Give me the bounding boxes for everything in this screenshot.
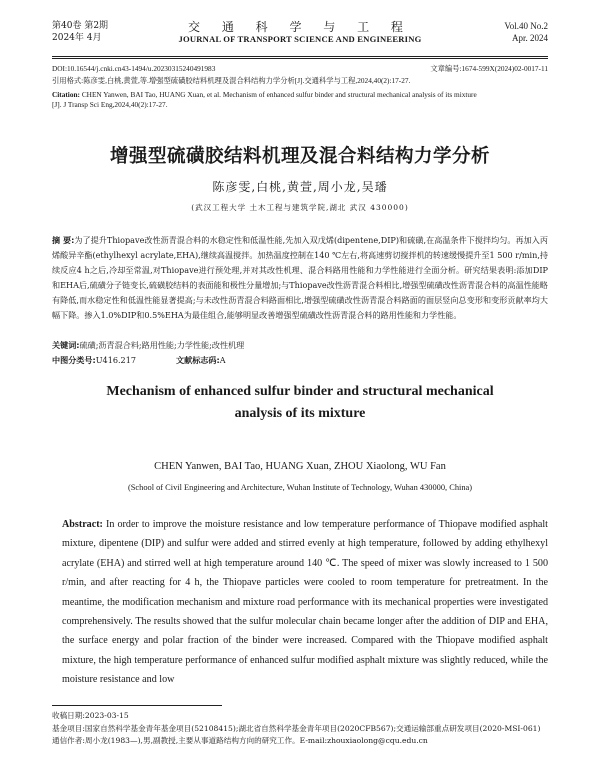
doi-line bbox=[52, 64, 548, 75]
title-en bbox=[0, 381, 600, 425]
date-en: Apr. 2024 bbox=[512, 33, 548, 43]
footnote bbox=[52, 710, 548, 748]
doc-code-label: 文献标志码: bbox=[176, 355, 220, 365]
abstract-cn-text: 为了提升Thiopave改性沥青混合料的水稳定性和低温性能,先加入双戊烯(dipentene,DIP)和硫磺,在高温条件下搅拌均匀。再加入丙烯酸异辛酯(ethylhexyl acrylate,EHA),继续高温搅拌。加热温度控制在140 ℃左右,将高速剪切搅拌机的转速缓慢提升至1 500 r/min,持续反应4 h之后,冷却至常温,对Thiopave进行预处理,并对其改性机理、混合料路用性能和力学性能进行全面分析。研究结果表明:添加DIP和EHA后,硫磺分子链变长,硫磺胶结料的表面能和极性分量增加;与Thiopave改性沥青混合料相比,增强型硫磺改性沥青混合料的高温性能略有降低,而水稳定性和低温性能显著提高;与未改性沥青混合料路面相比,增强型硫磺改性沥青混合料路面的面层竖向总变形和变形贡献率均大幅下降。掺入1.0%DIP和0.5%EHA为最佳组合,能够明显改善增强型硫磺改性沥青混合料的路用性能和力学性能。 bbox=[52, 235, 548, 320]
clc-label: 中图分类号: bbox=[52, 355, 96, 365]
abstract-cn-label: 摘 要: bbox=[52, 235, 75, 245]
keywords-text: 硫磺;沥青混合料;路用性能;力学性能;改性机理 bbox=[79, 340, 245, 350]
keywords-label: 关键词: bbox=[52, 340, 80, 350]
clc-code: U416.217 bbox=[95, 355, 137, 365]
title-en-line1: Mechanism of enhanced sulfur binder and structural mechanical bbox=[106, 384, 494, 399]
header-center bbox=[52, 20, 548, 45]
volume-cn: 第40卷 第2期 bbox=[52, 21, 109, 31]
abstract-en-text: In order to improve the moisture resistance and low temperature performance of Thiopave modified asphalt mixture, dipentene (DIP) and sulfur were added and stirred evenly at high temperature, followed by adding ethylhexyl acrylate (EHA) and stirred well at high temperature around 140 ℃. The speed of mixer was slowly increased to 1 500 r/min, and after reacting for 4 h, the Thiopave particles were cooled to room temperature for pretreatment. In the meantime, the modification mechanism and mixture road performance with its mechanical properties were investigated comprehensively. The results showed that the sulfur molecular chain became longer after the addition of DIP and EHA, the surface energy and polar fraction of the binder were increased. Compared with the Thiopave modified asphalt mixture, the high temperature performance of enhanced sulfur modified asphalt mixture was slightly reduced, while the moisture resistance and low bbox=[62, 519, 548, 686]
affiliation-cn: (武汉工程大学 土木工程与建筑学院,湖北 武汉 430000) bbox=[191, 203, 409, 212]
journal-name-en: JOURNAL OF TRANSPORT SCIENCE AND ENGINEERING bbox=[178, 34, 422, 44]
authors-en: CHEN Yanwen, BAI Tao, HUANG Xuan, ZHOU Xiaolong, WU Fan bbox=[154, 461, 446, 472]
abstract-cn bbox=[52, 233, 548, 323]
received-date: 收稿日期:2023-03-15 bbox=[52, 711, 129, 720]
citation-en-line1 bbox=[52, 90, 548, 100]
title-cn: 增强型硫磺胶结料机理及混合料结构力学分析 bbox=[109, 146, 490, 167]
abstract-en-label: Abstract: bbox=[62, 519, 103, 530]
date-cn: 2024年 4月 bbox=[52, 33, 102, 43]
authors-cn: 陈彦雯,白桃,黄萱,周小龙,吴璠 bbox=[212, 180, 388, 194]
journal-header bbox=[52, 20, 548, 56]
classification-line bbox=[52, 353, 548, 368]
header-rule-thin bbox=[52, 58, 548, 59]
corresponding-author: 通信作者:周小龙(1983—),男,副教授,主要从事道路结构方向的研究工作。E-mail:zhouxiaolong@cqu.edu.cn bbox=[52, 736, 428, 745]
affiliation-en: (School of Civil Engineering and Architecture, Wuhan Institute of Technology, Wuhan 430000, China) bbox=[127, 483, 473, 492]
volume-en: Vol.40 No.2 bbox=[504, 21, 548, 31]
citation-en-line2: [J]. J Transp Sci Eng,2024,40(2):17-27. bbox=[52, 100, 168, 109]
doc-code: A bbox=[219, 355, 226, 365]
citation-en-text: CHEN Yanwen, BAI Tao, HUANG Xuan, et al. Mechanism of enhanced sulfur binder and structural mechanical analysis of its mixture bbox=[81, 90, 477, 99]
article-id: 文章编号:1674-599X(2024)02-0017-11 bbox=[430, 64, 548, 73]
citation-en-label: Citation: bbox=[52, 90, 80, 99]
journal-name-cn: 交 通 科 学 与 工 程 bbox=[188, 20, 412, 34]
doi: DOI:10.16544/j.cnki.cn43-1494/u.20230315240491983 bbox=[52, 64, 216, 73]
title-en-line2: analysis of its mixture bbox=[234, 406, 366, 421]
header-rule bbox=[52, 56, 548, 57]
footnote-rule bbox=[52, 705, 222, 706]
header-right bbox=[504, 20, 548, 44]
funding: 基金项目:国家自然科学基金青年基金项目(52108415);湖北省自然科学基金青年项目(2020CFB567);交通运输部重点研发项目(2020-MSI-061) bbox=[52, 723, 541, 733]
citation-cn: 引用格式:陈彦雯,白桃,黄萱,等.增强型硫磺胶结料机理及混合料结构力学分析[J].交通科学与工程,2024,40(2):17-27. bbox=[52, 76, 411, 85]
abstract-en bbox=[62, 515, 548, 690]
keywords-cn bbox=[52, 338, 548, 353]
